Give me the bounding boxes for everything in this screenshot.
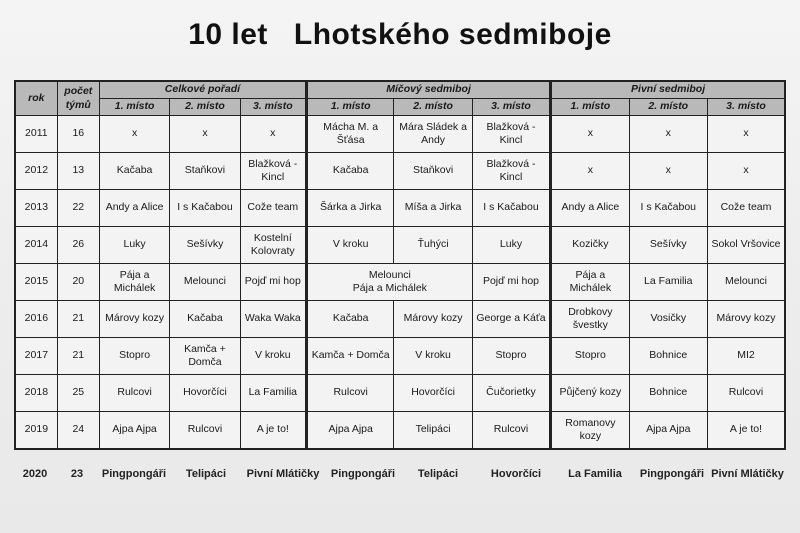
cell-overall-3: Blažková - Kincl bbox=[240, 153, 306, 190]
cell-ball-3: Blažková - Kincl bbox=[472, 116, 550, 153]
table-row bbox=[15, 190, 785, 227]
header-place-3: 3. místo bbox=[240, 99, 306, 116]
header-place-1: 1. místo bbox=[551, 99, 629, 116]
footer-overall-2: Telipáci bbox=[185, 468, 227, 480]
merged-line-2: Pája a Michálek bbox=[352, 282, 427, 294]
cell-overall-2: Staňkovi bbox=[170, 153, 240, 190]
cell-teams: 21 bbox=[57, 338, 99, 375]
cell-beer-1: Andy a Alice bbox=[551, 190, 629, 227]
cell-beer-3: Melounci bbox=[707, 264, 785, 301]
cell-ball-3: I s Kačabou bbox=[472, 190, 550, 227]
cell-beer-2: x bbox=[629, 116, 707, 153]
cell-beer-3: Cože team bbox=[707, 190, 785, 227]
cell-overall-3: La Familia bbox=[240, 375, 306, 412]
cell-ball-1: Mácha M. a Šťása bbox=[306, 116, 393, 153]
footer-ball-1: Pingpongáři bbox=[330, 468, 396, 480]
cell-overall-1: Ajpa Ajpa bbox=[99, 412, 169, 450]
footer-beer-3: Pivní Mlátičky bbox=[711, 468, 784, 480]
cell-ball-3: George a Káťa bbox=[472, 301, 550, 338]
cell-beer-1: Pája a Michálek bbox=[551, 264, 629, 301]
header-place-3: 3. místo bbox=[472, 99, 550, 116]
cell-overall-3: Pojď mi hop bbox=[240, 264, 306, 301]
cell-overall-1: Luky bbox=[99, 227, 169, 264]
cell-overall-1: Stopro bbox=[99, 338, 169, 375]
cell-teams: 21 bbox=[57, 301, 99, 338]
cell-beer-3: x bbox=[707, 116, 785, 153]
cell-beer-1: Půjčený kozy bbox=[551, 375, 629, 412]
cell-ball-2: Márovy kozy bbox=[394, 301, 472, 338]
cell-overall-2: Kačaba bbox=[170, 301, 240, 338]
table-row bbox=[15, 153, 785, 190]
cell-year: 2016 bbox=[15, 301, 57, 338]
header-place-2: 2. místo bbox=[629, 99, 707, 116]
footer-beer-2: Pingpongáři bbox=[639, 468, 705, 480]
cell-ball-1: Kamča + Domča bbox=[306, 338, 393, 375]
cell-teams: 26 bbox=[57, 227, 99, 264]
cell-year: 2013 bbox=[15, 190, 57, 227]
cell-beer-1: Drobkovy švestky bbox=[551, 301, 629, 338]
footer-ball-2: Telipáci bbox=[417, 468, 459, 480]
cell-ball-1: Ajpa Ajpa bbox=[306, 412, 393, 450]
table-row bbox=[15, 412, 785, 450]
cell-ball-2: Ťuhýci bbox=[394, 227, 472, 264]
cell-overall-2: Hovorčíci bbox=[170, 375, 240, 412]
cell-year: 2019 bbox=[15, 412, 57, 450]
cell-beer-1: Romanovy kozy bbox=[551, 412, 629, 450]
cell-ball-3: Rulcovi bbox=[472, 412, 550, 450]
merged-line-1: Melounci bbox=[368, 268, 411, 281]
header-celkove-poradi: Celkové pořadí bbox=[99, 81, 306, 99]
cell-overall-2: I s Kačabou bbox=[170, 190, 240, 227]
cell-year: 2011 bbox=[15, 116, 57, 153]
footer-year: 2020 bbox=[22, 468, 48, 480]
cell-overall-1: x bbox=[99, 116, 169, 153]
table-row bbox=[15, 338, 785, 375]
cell-year: 2014 bbox=[15, 227, 57, 264]
table-row bbox=[15, 264, 785, 301]
footer-beer-1: La Familia bbox=[568, 468, 622, 480]
header-place-3: 3. místo bbox=[707, 99, 785, 116]
cell-beer-1: x bbox=[551, 116, 629, 153]
title-part-1: 10 let bbox=[188, 18, 268, 51]
cell-beer-1: x bbox=[551, 153, 629, 190]
cell-beer-1: Kozičky bbox=[551, 227, 629, 264]
cell-beer-2: La Familia bbox=[629, 264, 707, 301]
cell-overall-1: Andy a Alice bbox=[99, 190, 169, 227]
cell-ball-1: Šárka a Jirka bbox=[306, 190, 393, 227]
header-pivni-sedmiboj: Pivní sedmiboj bbox=[551, 81, 785, 99]
footer-ball-3: Hovorčíci bbox=[490, 468, 542, 480]
cell-ball-1: V kroku bbox=[306, 227, 393, 264]
footer-overall-3: Pivní Mlátičky bbox=[246, 468, 320, 480]
cell-ball-1: Kačaba bbox=[306, 301, 393, 338]
cell-year: 2012 bbox=[15, 153, 57, 190]
cell-beer-2: Vosičky bbox=[629, 301, 707, 338]
cell-teams: 22 bbox=[57, 190, 99, 227]
table-row bbox=[15, 116, 785, 153]
cell-overall-1: Kačaba bbox=[99, 153, 169, 190]
cell-ball-3: Čučorietky bbox=[472, 375, 550, 412]
title-part-2: Lhotského sedmiboje bbox=[293, 18, 612, 51]
header-pocet-tymu: počet týmů bbox=[57, 81, 99, 116]
cell-overall-3: Waka Waka bbox=[240, 301, 306, 338]
cell-beer-2: Bohnice bbox=[629, 375, 707, 412]
cell-overall-3: Cože team bbox=[240, 190, 306, 227]
cell-ball-3: Pojď mi hop bbox=[472, 264, 550, 301]
cell-teams: 13 bbox=[57, 153, 99, 190]
cell-overall-2: Sešívky bbox=[170, 227, 240, 264]
cell-ball-2: Míša a Jirka bbox=[394, 190, 472, 227]
cell-overall-2: Melounci bbox=[170, 264, 240, 301]
cell-overall-2: Rulcovi bbox=[170, 412, 240, 450]
cell-beer-2: Sešívky bbox=[629, 227, 707, 264]
cell-overall-3: x bbox=[240, 116, 306, 153]
cell-ball-2: Mára Sládek a Andy bbox=[394, 116, 472, 153]
cell-year: 2017 bbox=[15, 338, 57, 375]
header-place-1: 1. místo bbox=[306, 99, 393, 116]
cell-beer-2: Bohnice bbox=[629, 338, 707, 375]
header-place-1: 1. místo bbox=[99, 99, 169, 116]
cell-beer-1: Stopro bbox=[551, 338, 629, 375]
cell-teams: 16 bbox=[57, 116, 99, 153]
cell-teams: 24 bbox=[57, 412, 99, 450]
cell-ball-1: Kačaba bbox=[306, 153, 393, 190]
cell-year: 2018 bbox=[15, 375, 57, 412]
footer-overall-1: Pingpongáři bbox=[101, 468, 167, 480]
cell-ball-3: Stopro bbox=[472, 338, 550, 375]
cell-overall-3: Kostelní Kolovraty bbox=[240, 227, 306, 264]
cell-overall-2: Kamča + Domča bbox=[170, 338, 240, 375]
cell-beer-3: x bbox=[707, 153, 785, 190]
results-table bbox=[14, 80, 786, 450]
cell-beer-3: A je to! bbox=[707, 412, 785, 450]
header-place-2: 2. místo bbox=[394, 99, 472, 116]
cell-beer-2: x bbox=[629, 153, 707, 190]
footer-teams: 23 bbox=[70, 468, 84, 480]
cell-overall-3: A je to! bbox=[240, 412, 306, 450]
cell-overall-3: V kroku bbox=[240, 338, 306, 375]
cell-beer-3: Rulcovi bbox=[707, 375, 785, 412]
cell-year: 2015 bbox=[15, 264, 57, 301]
header-place-2: 2. místo bbox=[170, 99, 240, 116]
cell-ball-1-2-merged bbox=[306, 264, 472, 301]
cell-teams: 20 bbox=[57, 264, 99, 301]
cell-ball-2: Telipáci bbox=[394, 412, 472, 450]
cell-ball-3: Blažková - Kincl bbox=[472, 153, 550, 190]
table-row bbox=[15, 375, 785, 412]
cell-beer-3: Márovy kozy bbox=[707, 301, 785, 338]
page-title bbox=[0, 18, 800, 52]
cell-beer-3: MI2 bbox=[707, 338, 785, 375]
cell-teams: 25 bbox=[57, 375, 99, 412]
cell-beer-3: Sokol Vršovice bbox=[707, 227, 785, 264]
cell-beer-2: I s Kačabou bbox=[629, 190, 707, 227]
table-row bbox=[15, 227, 785, 264]
cell-overall-1: Rulcovi bbox=[99, 375, 169, 412]
cell-overall-2: x bbox=[170, 116, 240, 153]
table-row bbox=[15, 301, 785, 338]
cell-ball-2: Staňkovi bbox=[394, 153, 472, 190]
cell-ball-2: Hovorčíci bbox=[394, 375, 472, 412]
cell-ball-3: Luky bbox=[472, 227, 550, 264]
cell-overall-1: Márovy kozy bbox=[99, 301, 169, 338]
header-micovy-sedmiboj: Míčový sedmiboj bbox=[306, 81, 550, 99]
header-rok: rok bbox=[15, 81, 57, 116]
cell-beer-2: Ajpa Ajpa bbox=[629, 412, 707, 450]
cell-overall-1: Pája a Michálek bbox=[99, 264, 169, 301]
cell-ball-1: Rulcovi bbox=[306, 375, 393, 412]
cell-ball-2: V kroku bbox=[394, 338, 472, 375]
